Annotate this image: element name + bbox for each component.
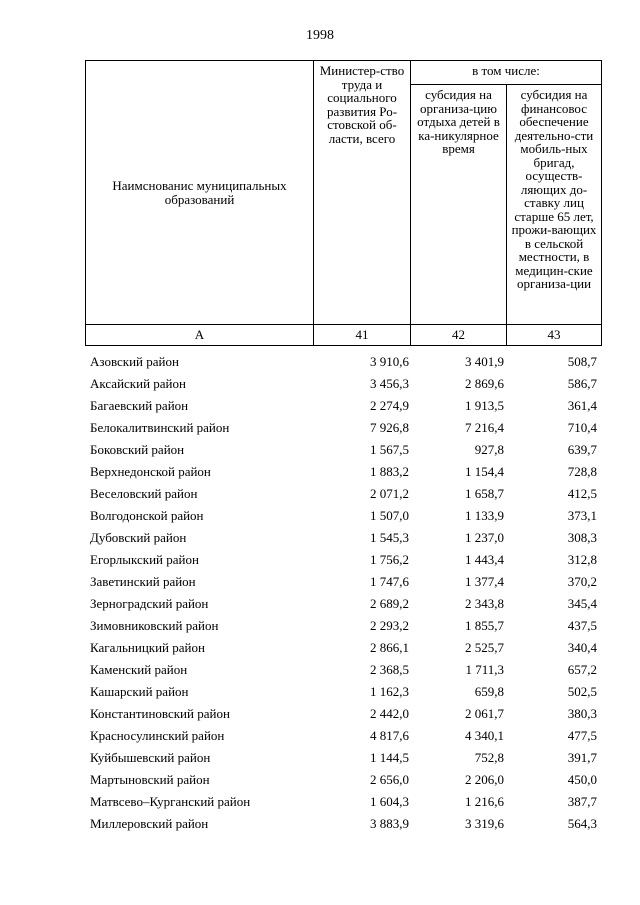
column-number-41: 41 xyxy=(314,325,411,346)
value-col-43: 361,4 xyxy=(567,398,597,413)
row-name: Красносулинский район xyxy=(90,728,225,743)
value-col-42: 1 443,4 xyxy=(465,552,504,567)
header-municipality: Наимснованис муниципальных образований xyxy=(86,61,314,325)
header-subsidy-recreation: субсидия на организа-цию отдыха детей в ка-никулярное время xyxy=(411,85,507,325)
column-letter-a: А xyxy=(86,325,314,346)
value-col-41: 2 866,1 xyxy=(370,640,409,655)
table-row xyxy=(85,549,601,571)
value-col-42: 2 206,0 xyxy=(465,772,504,787)
table-row xyxy=(85,813,601,835)
table-row xyxy=(85,527,601,549)
row-name: Зерноградский район xyxy=(90,596,209,611)
value-col-43: 380,3 xyxy=(567,706,597,721)
table-row xyxy=(85,417,601,439)
value-col-42: 1 377,4 xyxy=(465,574,504,589)
value-col-42: 1 658,7 xyxy=(465,486,504,501)
value-col-43: 586,7 xyxy=(567,376,597,391)
row-name: Зимовниковский район xyxy=(90,618,219,633)
page-number: 1998 xyxy=(306,28,334,43)
value-col-41: 1 883,2 xyxy=(370,464,409,479)
table-row xyxy=(85,615,601,637)
row-name: Мартыновский район xyxy=(90,772,210,787)
table-row xyxy=(85,769,601,791)
value-col-43: 728,8 xyxy=(567,464,597,479)
value-col-43: 340,4 xyxy=(567,640,597,655)
value-col-43: 508,7 xyxy=(567,354,597,369)
column-number-42: 42 xyxy=(411,325,507,346)
table-row xyxy=(85,571,601,593)
row-name: Дубовский район xyxy=(90,530,187,545)
value-col-43: 639,7 xyxy=(567,442,597,457)
value-col-42: 2 869,6 xyxy=(465,376,504,391)
value-col-42: 3 401,9 xyxy=(465,354,504,369)
value-col-42: 752,8 xyxy=(474,750,504,765)
value-col-43: 450,0 xyxy=(567,772,597,787)
value-col-42: 927,8 xyxy=(474,442,504,457)
value-col-43: 308,3 xyxy=(567,530,597,545)
value-col-42: 659,8 xyxy=(474,684,504,699)
value-col-43: 657,2 xyxy=(567,662,597,677)
value-col-43: 391,7 xyxy=(567,750,597,765)
value-col-41: 2 442,0 xyxy=(370,706,409,721)
table-row xyxy=(85,703,601,725)
row-name: Кашарский район xyxy=(90,684,189,699)
row-name: Каменский район xyxy=(90,662,188,677)
value-col-41: 4 817,6 xyxy=(370,728,409,743)
value-col-43: 437,5 xyxy=(567,618,597,633)
value-col-42: 1 237,0 xyxy=(465,530,504,545)
value-col-41: 1 545,3 xyxy=(370,530,409,545)
row-name: Белокалитвинский район xyxy=(90,420,230,435)
table-row xyxy=(85,593,601,615)
value-col-41: 2 071,2 xyxy=(370,486,409,501)
value-col-41: 1 604,3 xyxy=(370,794,409,809)
value-col-43: 370,2 xyxy=(567,574,597,589)
value-col-41: 1 747,6 xyxy=(370,574,409,589)
value-col-43: 387,7 xyxy=(567,794,597,809)
value-col-42: 1 913,5 xyxy=(465,398,504,413)
value-col-41: 3 910,6 xyxy=(370,354,409,369)
table-body xyxy=(85,351,601,835)
table-row xyxy=(85,373,601,395)
value-col-42: 4 340,1 xyxy=(465,728,504,743)
table-row xyxy=(85,791,601,813)
value-col-41: 1 162,3 xyxy=(370,684,409,699)
table-row xyxy=(85,681,601,703)
value-col-41: 7 926,8 xyxy=(370,420,409,435)
column-number-43: 43 xyxy=(507,325,602,346)
value-col-42: 2 061,7 xyxy=(465,706,504,721)
value-col-42: 1 711,3 xyxy=(465,662,504,677)
row-name: Егорлыкский район xyxy=(90,552,199,567)
value-col-43: 502,5 xyxy=(567,684,597,699)
value-col-43: 312,8 xyxy=(567,552,597,567)
table-row xyxy=(85,659,601,681)
value-col-42: 1 154,4 xyxy=(465,464,504,479)
row-name: Заветинский район xyxy=(90,574,196,589)
value-col-43: 412,5 xyxy=(567,486,597,501)
row-name: Константиновский район xyxy=(90,706,230,721)
header-subsidy-mobile-brigades: субсидия на финансовос обеспечение деятельно-сти мобиль-ных бригад, осуществ-ляющих до-ставку лиц старше 65 лет, прожи-вающих в сельской местности, в медицин-ские организа-ции xyxy=(507,85,602,325)
value-col-41: 2 656,0 xyxy=(370,772,409,787)
row-name: Кагальницкий район xyxy=(90,640,205,655)
row-name: Азовский район xyxy=(90,354,179,369)
row-name: Куйбышевский район xyxy=(90,750,211,765)
row-name: Матвсево–Курганский район xyxy=(90,794,251,809)
row-name: Аксайский район xyxy=(90,376,186,391)
table-row xyxy=(85,747,601,769)
value-col-41: 2 293,2 xyxy=(370,618,409,633)
value-col-43: 477,5 xyxy=(567,728,597,743)
value-col-43: 373,1 xyxy=(567,508,597,523)
header-total: Министер-ство труда и социального развития Ро-стовской об-ласти, всего xyxy=(314,61,411,325)
value-col-42: 2 343,8 xyxy=(465,596,504,611)
table-header xyxy=(85,60,602,346)
value-col-41: 1 567,5 xyxy=(370,442,409,457)
table-row xyxy=(85,483,601,505)
row-name: Верхнедонской район xyxy=(90,464,211,479)
value-col-43: 564,3 xyxy=(567,816,597,831)
value-col-41: 3 456,3 xyxy=(370,376,409,391)
row-name: Веселовский район xyxy=(90,486,198,501)
value-col-42: 1 216,6 xyxy=(465,794,504,809)
value-col-42: 7 216,4 xyxy=(465,420,504,435)
value-col-42: 3 319,6 xyxy=(465,816,504,831)
value-col-41: 1 507,0 xyxy=(370,508,409,523)
value-col-41: 1 756,2 xyxy=(370,552,409,567)
table-row xyxy=(85,505,601,527)
value-col-43: 710,4 xyxy=(567,420,597,435)
row-name: Волгодонской район xyxy=(90,508,204,523)
table-row xyxy=(85,351,601,373)
row-name: Миллеровский район xyxy=(90,816,209,831)
table-row xyxy=(85,395,601,417)
value-col-42: 1 855,7 xyxy=(465,618,504,633)
value-col-43: 345,4 xyxy=(567,596,597,611)
row-name: Багаевский район xyxy=(90,398,189,413)
table-row xyxy=(85,637,601,659)
value-col-41: 2 368,5 xyxy=(370,662,409,677)
value-col-41: 1 144,5 xyxy=(370,750,409,765)
value-col-42: 2 525,7 xyxy=(465,640,504,655)
value-col-41: 3 883,9 xyxy=(370,816,409,831)
value-col-41: 2 274,9 xyxy=(370,398,409,413)
header-including: в том числе: xyxy=(411,61,602,85)
value-col-41: 2 689,2 xyxy=(370,596,409,611)
table-row xyxy=(85,725,601,747)
value-col-42: 1 133,9 xyxy=(465,508,504,523)
row-name: Боковский район xyxy=(90,442,185,457)
table-row xyxy=(85,439,601,461)
table-row xyxy=(85,461,601,483)
